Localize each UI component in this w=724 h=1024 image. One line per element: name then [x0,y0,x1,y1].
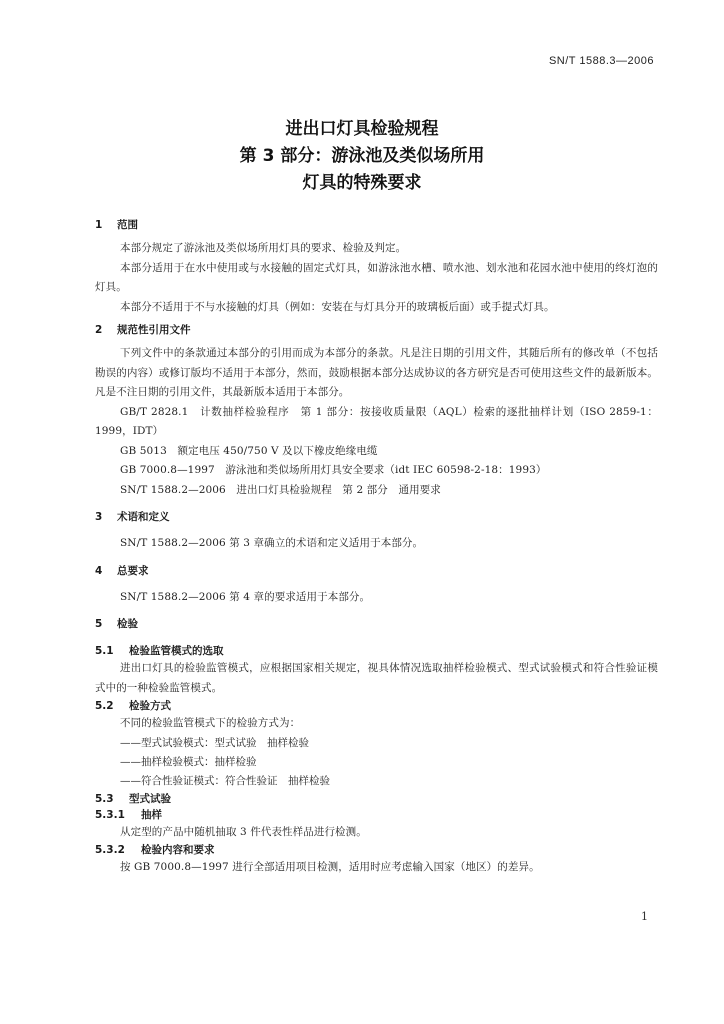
subsection-title: 检验监管模式的选取 [129,645,224,657]
subsection-number: 5.3.1 [95,808,125,821]
title-line-1: 进出口灯具检验规程 [285,119,439,139]
standard-code: SN/T 1588.3—2006 [548,55,654,67]
paragraph: SN/T 1588.2—2006 第 4 章的要求适用于本部分。 [120,590,371,603]
subsection-5-3-heading [95,791,658,807]
reference-entry: GB/T 2828.1 计数抽样检验程序 第 1 部分：按接收质量限（AQL）检索的逐批抽样计划（ISO 2859-1：1999，IDT） [95,405,658,437]
section-3-heading [95,510,658,524]
subsection-number: 5.1 [95,645,114,657]
paragraph: 按 GB 7000.8—1997 进行全部适用项目检测，适用时应考虑输入国家（地区）的差异。 [120,861,540,873]
section-title: 总要求 [117,564,149,577]
list-item: ——型式试验模式：型式试验 抽样检验 [120,736,309,749]
subsection-number: 5.3 [95,792,114,805]
section-number: 5 [95,618,103,630]
title-line-2: 第 3 部分：游泳池及类似场所用 [239,146,485,166]
subsection-5-3-1-heading [95,807,658,823]
document-title [0,116,724,197]
list-item: ——抽样检验模式：抽样检验 [120,755,257,768]
section-title: 规范性引用文件 [117,324,191,336]
section-number: 4 [95,564,103,577]
paragraph: SN/T 1588.2—2006 第 3 章确立的术语和定义适用于本部分。 [120,537,424,549]
section-title: 术语和定义 [117,511,170,523]
title-line-3: 灯具的特殊要求 [302,173,422,193]
section-5-heading [95,617,658,631]
subsection-title: 型式试验 [129,792,171,805]
section-number: 1 [95,219,103,231]
document-body [95,218,658,878]
paragraph: 进出口灯具的检验监管模式，应根据国家相关规定，视具体情况选取抽样检验模式、型式试验模式和符合性验证模式中的一种检验监管模式。 [95,662,658,694]
section-number: 2 [95,324,103,336]
paragraph: 本部分适用于在水中使用或与水接触的固定式灯具，如游泳池水槽、喷水池、划水池和花园水池中使用的终灯泡的灯具。 [95,261,658,293]
paragraph: 本部分不适用于不与水接触的灯具（例如：安装在与灯具分开的玻璃板后面）或手提式灯具。 [120,300,555,313]
subsection-5-3-2-heading [95,842,658,858]
subsection-title: 检验内容和要求 [141,844,215,856]
reference-entry: GB 5013 额定电压 450/750 V 及以下橡皮绝缘电缆 [120,444,378,457]
section-title: 检验 [117,618,138,630]
section-title: 范围 [117,219,138,231]
subsection-title: 抽样 [141,808,162,821]
paragraph: 下列文件中的条款通过本部分的引用而成为本部分的条款。凡是注日期的引用文件，其随后所有的修改单（不包括勘误的内容）或修订版均不适用于本部分，然而，鼓励根据本部分达成协议的各方研究是否可使用这些文件的最新版本。凡是不注日期的引用文件，其最新版本适用于本部分。 [95,347,658,398]
paragraph: 从定型的产品中随机抽取 3 件代表性样品进行检测。 [120,825,367,838]
page-number: 1 [641,910,648,923]
list-item: ——符合性验证模式：符合性验证 抽样检验 [120,774,330,787]
subsection-number: 5.3.2 [95,844,125,856]
subsection-5-1-heading [95,643,658,659]
section-4-heading [95,564,658,578]
paragraph: 不同的检验监管模式下的检验方式为： [120,717,301,729]
reference-entry: SN/T 1588.2—2006 进出口灯具检验规程 第 2 部分 通用要求 [120,483,441,496]
subsection-title: 检验方式 [129,700,171,712]
section-number: 3 [95,511,103,523]
reference-entry: GB 7000.8—1997 游泳池和类似场所用灯具安全要求（idt IEC 60598-2-18：1993） [120,464,547,476]
paragraph: 本部分规定了游泳池及类似场所用灯具的要求、检验及判定。 [120,242,407,254]
subsection-5-2-heading [95,698,658,714]
section-1-heading [95,218,658,232]
subsection-number: 5.2 [95,700,114,712]
section-2-heading [95,323,658,337]
